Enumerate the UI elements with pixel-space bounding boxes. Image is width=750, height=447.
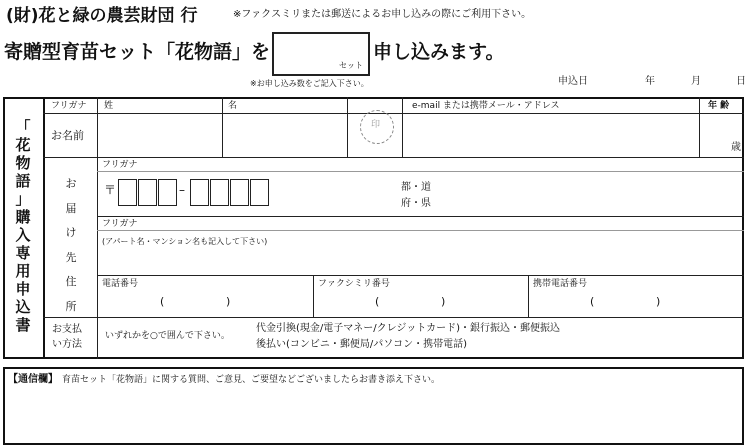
fax-input[interactable] [314, 292, 527, 316]
comm-text: 育苗セット「花物語」に関する質問、ご意見、ご要望などございましたらお書き添え下さい。 [62, 375, 441, 385]
payment-option-postpay[interactable]: 後払い(コンビニ・郵便局/パソコン・携帯電話) [256, 339, 467, 350]
apply-date-label: 申込日 [558, 76, 588, 87]
fax-paren-open: ( [375, 295, 380, 308]
age-unit-label: 歳 [731, 142, 741, 153]
fax-paren-close: ) [441, 295, 446, 308]
phone-paren-close: ) [226, 295, 231, 308]
month-label: 月 [691, 76, 701, 87]
mei-input[interactable] [223, 114, 346, 156]
name-furigana-label: フリガナ [51, 101, 87, 111]
mobile-label: 携帯電話番号 [533, 279, 588, 289]
postal-mark: 〒 [104, 183, 117, 197]
apartment-note: (アパート名・マンション名も記入して下さい) [102, 237, 268, 246]
recipient-org: (財)花と緑の農芸財団 行 [6, 6, 198, 26]
form-vertical-title: 「 花 物 語 」 購 入 専 用 申 込 書 [15, 118, 31, 334]
mobile-paren-open: ( [590, 295, 595, 308]
quantity-note: ※お申し込み数をご記入下さい。 [250, 79, 369, 88]
email-input[interactable] [404, 114, 698, 156]
mei-label: 名 [228, 101, 238, 111]
address-section-label: お 届 け 先 住 所 [65, 177, 77, 313]
postal-digit-2[interactable] [138, 179, 157, 206]
address-furigana-label: フリガナ [102, 160, 138, 170]
mobile-paren-close: ) [656, 295, 661, 308]
address-line2-input[interactable] [98, 250, 742, 274]
postal-dash: – [179, 183, 185, 197]
title-lead: 寄贈型育苗セット「花物語」を [4, 41, 271, 63]
postal-digit-6[interactable] [230, 179, 249, 206]
payment-instruction: いずれかを○で囲んで下さい。 [105, 331, 230, 341]
phone-paren-open: ( [160, 295, 165, 308]
sei-label: 姓 [104, 101, 114, 111]
postal-digit-5[interactable] [210, 179, 229, 206]
payment-label-2: い方法 [52, 339, 82, 350]
address-line1-input[interactable] [440, 173, 742, 215]
email-label: e-mail または携帯メール・アドレス [412, 101, 560, 111]
phone-input[interactable] [98, 292, 312, 316]
seal-label: 印 [371, 120, 381, 130]
year-label: 年 [645, 76, 655, 87]
name-label: お名前 [51, 129, 84, 142]
day-label: 日 [736, 76, 746, 87]
postal-digit-3[interactable] [158, 179, 177, 206]
todo-label: 都・道 [401, 182, 431, 193]
postal-digit-1[interactable] [118, 179, 137, 206]
sei-input[interactable] [98, 114, 221, 156]
payment-option-cod[interactable]: 代金引換(現金/電子マネー/クレジットカード)・銀行振込・郵便振込 [256, 323, 560, 334]
payment-label-1: お支払 [52, 324, 82, 335]
set-unit-label: セット [339, 61, 363, 70]
fuken-label: 府・県 [401, 198, 431, 209]
phone-label: 電話番号 [102, 279, 139, 289]
age-label: 年 齢 [708, 101, 730, 111]
title-tail: 申し込みます。 [373, 41, 505, 63]
address-furigana-label-2: フリガナ [102, 219, 138, 229]
usage-note: ※ファクスミリまたは郵送によるお申し込みの際にご利用下さい。 [233, 9, 532, 20]
mobile-input[interactable] [529, 292, 742, 316]
postal-digit-4[interactable] [190, 179, 209, 206]
fax-label: ファクシミリ番号 [318, 279, 390, 289]
comm-title: 【通信欄】 [8, 374, 58, 385]
postal-digit-7[interactable] [250, 179, 269, 206]
